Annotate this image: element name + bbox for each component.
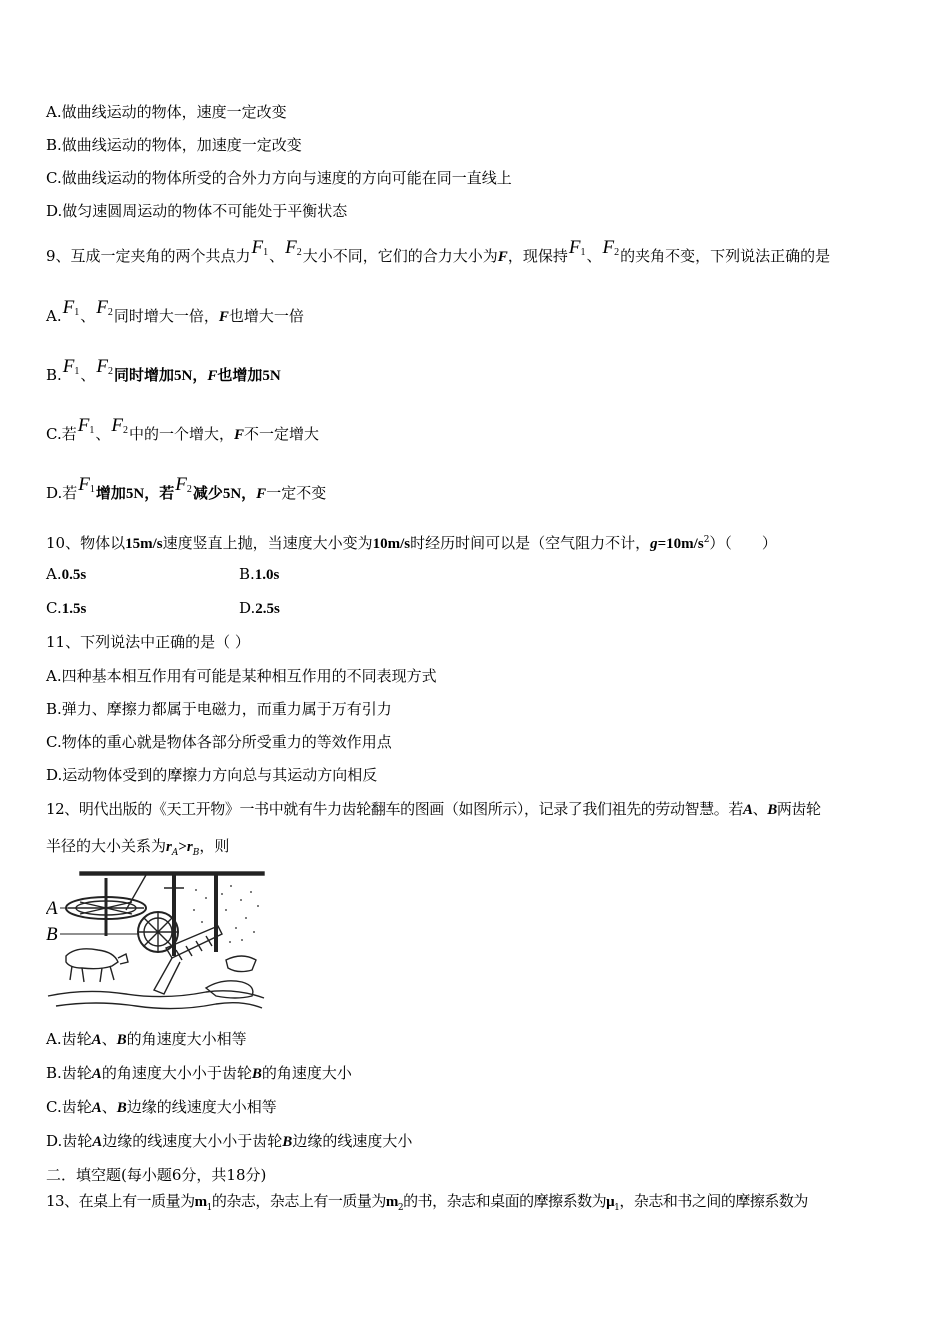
q11-option-b: B.弹力、摩擦力都属于电磁力，而重力属于万有引力 xyxy=(46,700,392,718)
f2-symbol: $F_2$ xyxy=(111,415,128,436)
f1-symbol: $F_1$ xyxy=(77,415,95,436)
f1-symbol: $F_1$ xyxy=(78,474,95,495)
q12-option-b: B.齿轮A的角速度大小小于齿轮B的角速度大小 xyxy=(46,1064,352,1082)
f2-symbol: $F_2$ xyxy=(96,297,113,318)
q11-stem: 11、下列说法中正确的是（ ） xyxy=(46,633,250,651)
q9-option-a: $A.F_1$、$F_2$同时增大一倍，F也增大一倍 xyxy=(46,297,304,325)
q11-option-d: D.运动物体受到的摩擦力方向总与其运动方向相反 xyxy=(46,766,378,784)
q8-option-d: D.做匀速圆周运动的物体不可能处于平衡状态 xyxy=(46,202,348,220)
f1-symbol: $F_1$ xyxy=(251,237,269,258)
q10-option-d: D.2.5s xyxy=(239,599,280,617)
f1-symbol: $F_1$ xyxy=(62,297,80,318)
q9-option-d: D.若$F_1$增加5N，若$F_2$减少5N，F一定不变 xyxy=(46,474,327,502)
q9-option-b: $B.F_1$、$F_2$同时增加5N，F也增加5N xyxy=(46,356,281,384)
q8-option-c: C.做曲线运动的物体所受的合外力方向与速度的方向可能在同一直线上 xyxy=(46,169,512,187)
figure-label-b: B xyxy=(46,924,58,945)
section-heading: 二．填空题(每小题6分，共18分) xyxy=(46,1166,267,1184)
q12-stem: 12、明代出版的《天工开物》一书中就有牛力齿轮翻车的图画（如图所示），记录了我们祖先的劳动智慧。若A、B两齿轮 xyxy=(46,800,821,818)
figure-label-a: A xyxy=(46,898,58,919)
q11-option-c: C.物体的重心就是物体各部分所受重力的等效作用点 xyxy=(46,733,392,751)
q13-stem: 13、在桌上有一质量为$m_1$的杂志，杂志上有一质量为$m_2$的书，杂志和桌面的摩擦系数为$\mu_1$，杂志和书之间的摩擦系数为 xyxy=(46,1192,808,1213)
f1-symbol: $F_1$ xyxy=(62,356,80,377)
q12-option-d: D.齿轮A边缘的线速度大小小于齿轮B边缘的线速度大小 xyxy=(46,1132,413,1150)
f2-symbol: $F_2$ xyxy=(96,356,114,377)
f1-symbol: $F_1$ xyxy=(568,237,586,258)
q10-option-b: B.1.0s xyxy=(239,565,280,583)
q9-option-c: C.若$F_1$、$F_2$中的一个增大，F不一定增大 xyxy=(46,415,319,443)
q8-option-a: A.做曲线运动的物体，速度一定改变 xyxy=(46,103,287,121)
q10-stem: 10、物体以15m/s速度竖直上抛，当速度大小变为10m/s时经历时间可以是（空气阻力不计，$g=10m/s^2$）（ ） xyxy=(46,534,777,552)
q9-stem: 9、互成一定夹角的两个共点力$F_1$、$F_2$大小不同，它们的合力大小为F，现保持$F_1$、$F_2$的夹角不变，下列说法正确的是 xyxy=(46,237,831,265)
f2-symbol: $F_2$ xyxy=(602,237,620,258)
q12-option-c: C.齿轮A、B边缘的线速度大小相等 xyxy=(46,1098,277,1116)
gear-waterwheel-figure xyxy=(46,870,266,1018)
f2-symbol: $F_2$ xyxy=(175,474,192,495)
q10-option-a: A.0.5s xyxy=(46,565,87,583)
q10-option-c: C.1.5s xyxy=(46,599,87,617)
q8-option-b: B.做曲线运动的物体，加速度一定改变 xyxy=(46,136,302,154)
q11-option-a: A.四种基本相互作用有可能是某种相互作用的不同表现方式 xyxy=(46,667,437,685)
f2-symbol: $F_2$ xyxy=(285,237,302,258)
q12-stem-line2: 半径的大小关系为$r_A>r_B$，则 xyxy=(46,837,230,858)
q12-option-a: A.齿轮A、B的角速度大小相等 xyxy=(46,1030,247,1048)
